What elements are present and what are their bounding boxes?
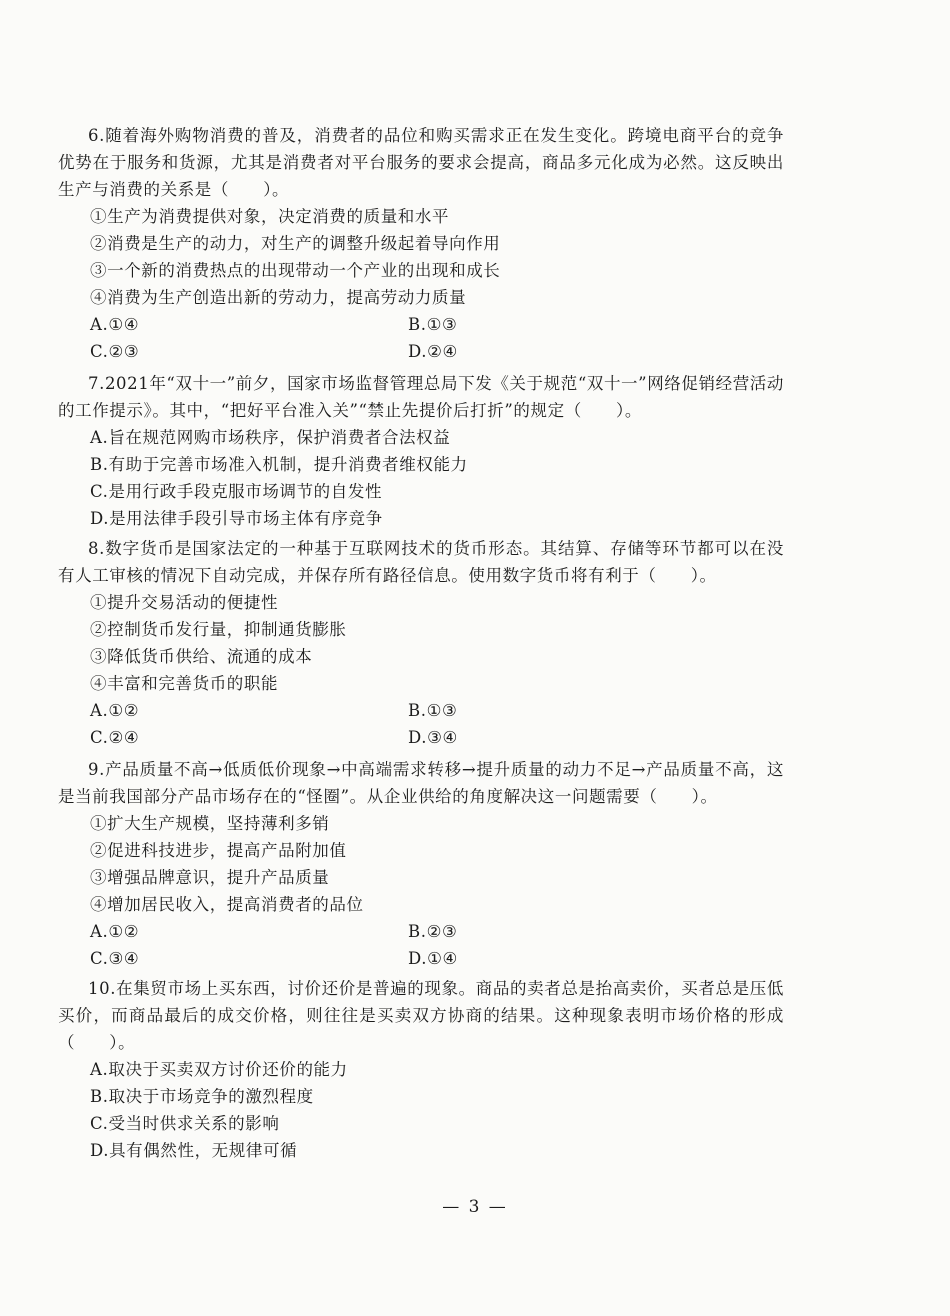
option-a: A.旨在规范网购市场秩序，保护消费者合法权益 xyxy=(90,428,451,447)
statement: ④丰富和完善货币的职能 xyxy=(90,674,279,693)
option-c: C.受当时供求关系的影响 xyxy=(90,1114,280,1133)
choice-b: B.①③ xyxy=(408,701,458,720)
choice-row xyxy=(58,338,784,365)
statement: ①提升交易活动的便捷性 xyxy=(90,593,279,612)
statement: ④消费为生产创造出新的劳动力，提高劳动力质量 xyxy=(90,288,467,307)
question-6 xyxy=(58,122,784,365)
choice-d: D.③④ xyxy=(408,728,458,747)
choice-b: B.②③ xyxy=(408,922,458,941)
statement: ①扩大生产规模，坚持薄利多销 xyxy=(90,814,330,833)
statement: ①生产为消费提供对象，决定消费的质量和水平 xyxy=(90,207,450,226)
choice-row xyxy=(58,918,784,945)
statement: ②促进科技进步，提高产品附加值 xyxy=(90,841,347,860)
statement: ③降低货币供给、流通的成本 xyxy=(90,647,313,666)
choice-a: A.①② xyxy=(90,701,140,720)
question-10 xyxy=(58,975,784,1164)
statement: ②消费是生产的动力，对生产的调整升级起着导向作用 xyxy=(90,234,501,253)
question-stem: 9.产品质量不高→低质低价现象→中高端需求转移→提升质量的动力不足→产品质量不高，这是当前我国部分产品市场存在的“怪圈”。从企业供给的角度解决这一问题需要（ ）。 xyxy=(58,760,784,806)
option-b: B.取决于市场竞争的激烈程度 xyxy=(90,1087,314,1106)
choice-c: C.②③ xyxy=(90,342,140,361)
question-stem: 8.数字货币是国家法定的一种基于互联网技术的货币形态。其结算、存储等环节都可以在没有人工审核的情况下自动完成，并保存所有路径信息。使用数字货币将有利于（ ）。 xyxy=(58,539,784,585)
option-a: A.取决于买卖双方讨价还价的能力 xyxy=(90,1060,348,1079)
statement: ④增加居民收入，提高消费者的品位 xyxy=(90,895,364,914)
page-number: — 3 — xyxy=(442,1197,508,1217)
statement: ③一个新的消费热点的出现带动一个产业的出现和成长 xyxy=(90,261,501,280)
choice-a: A.①② xyxy=(90,922,140,941)
statement: ②控制货币发行量，抑制通货膨胀 xyxy=(90,620,347,639)
choice-b: B.①③ xyxy=(408,315,458,334)
choice-row xyxy=(58,311,784,338)
choice-c: C.③④ xyxy=(90,949,140,968)
option-d: D.具有偶然性，无规律可循 xyxy=(90,1141,298,1160)
question-stem: 6.随着海外购物消费的普及，消费者的品位和购买需求正在发生变化。跨境电商平台的竞争优势在于服务和货源，尤其是消费者对平台服务的要求会提高，商品多元化成为必然。这反映出生产与消费的关系是（ ）。 xyxy=(58,126,784,199)
choice-d: D.②④ xyxy=(408,342,458,361)
question-8 xyxy=(58,535,784,751)
question-7 xyxy=(58,370,784,532)
choice-row xyxy=(58,697,784,724)
choice-c: C.②④ xyxy=(90,728,140,747)
option-c: C.是用行政手段克服市场调节的自发性 xyxy=(90,482,383,501)
choice-row xyxy=(58,945,784,972)
statement: ③增强品牌意识，提升产品质量 xyxy=(90,868,330,887)
option-b: B.有助于完善市场准入机制，提升消费者维权能力 xyxy=(90,455,468,474)
choice-a: A.①④ xyxy=(90,315,140,334)
question-stem: 10.在集贸市场上买东西，讨价还价是普遍的现象。商品的卖者总是抬高卖价，买者总是压低买价，而商品最后的成交价格，则往往是买卖双方协商的结果。这种现象表明市场价格的形成（ ）。 xyxy=(58,979,784,1052)
choice-row xyxy=(58,724,784,751)
question-stem: 7.2021年“双十一”前夕，国家市场监督管理总局下发《关于规范“双十一”网络促销经营活动的工作提示》。其中，“把好平台准入关”“禁止先提价后打折”的规定（ ）。 xyxy=(58,374,784,420)
choice-d: D.①④ xyxy=(408,949,458,968)
question-9 xyxy=(58,756,784,972)
option-d: D.是用法律手段引导市场主体有序竞争 xyxy=(90,509,383,528)
